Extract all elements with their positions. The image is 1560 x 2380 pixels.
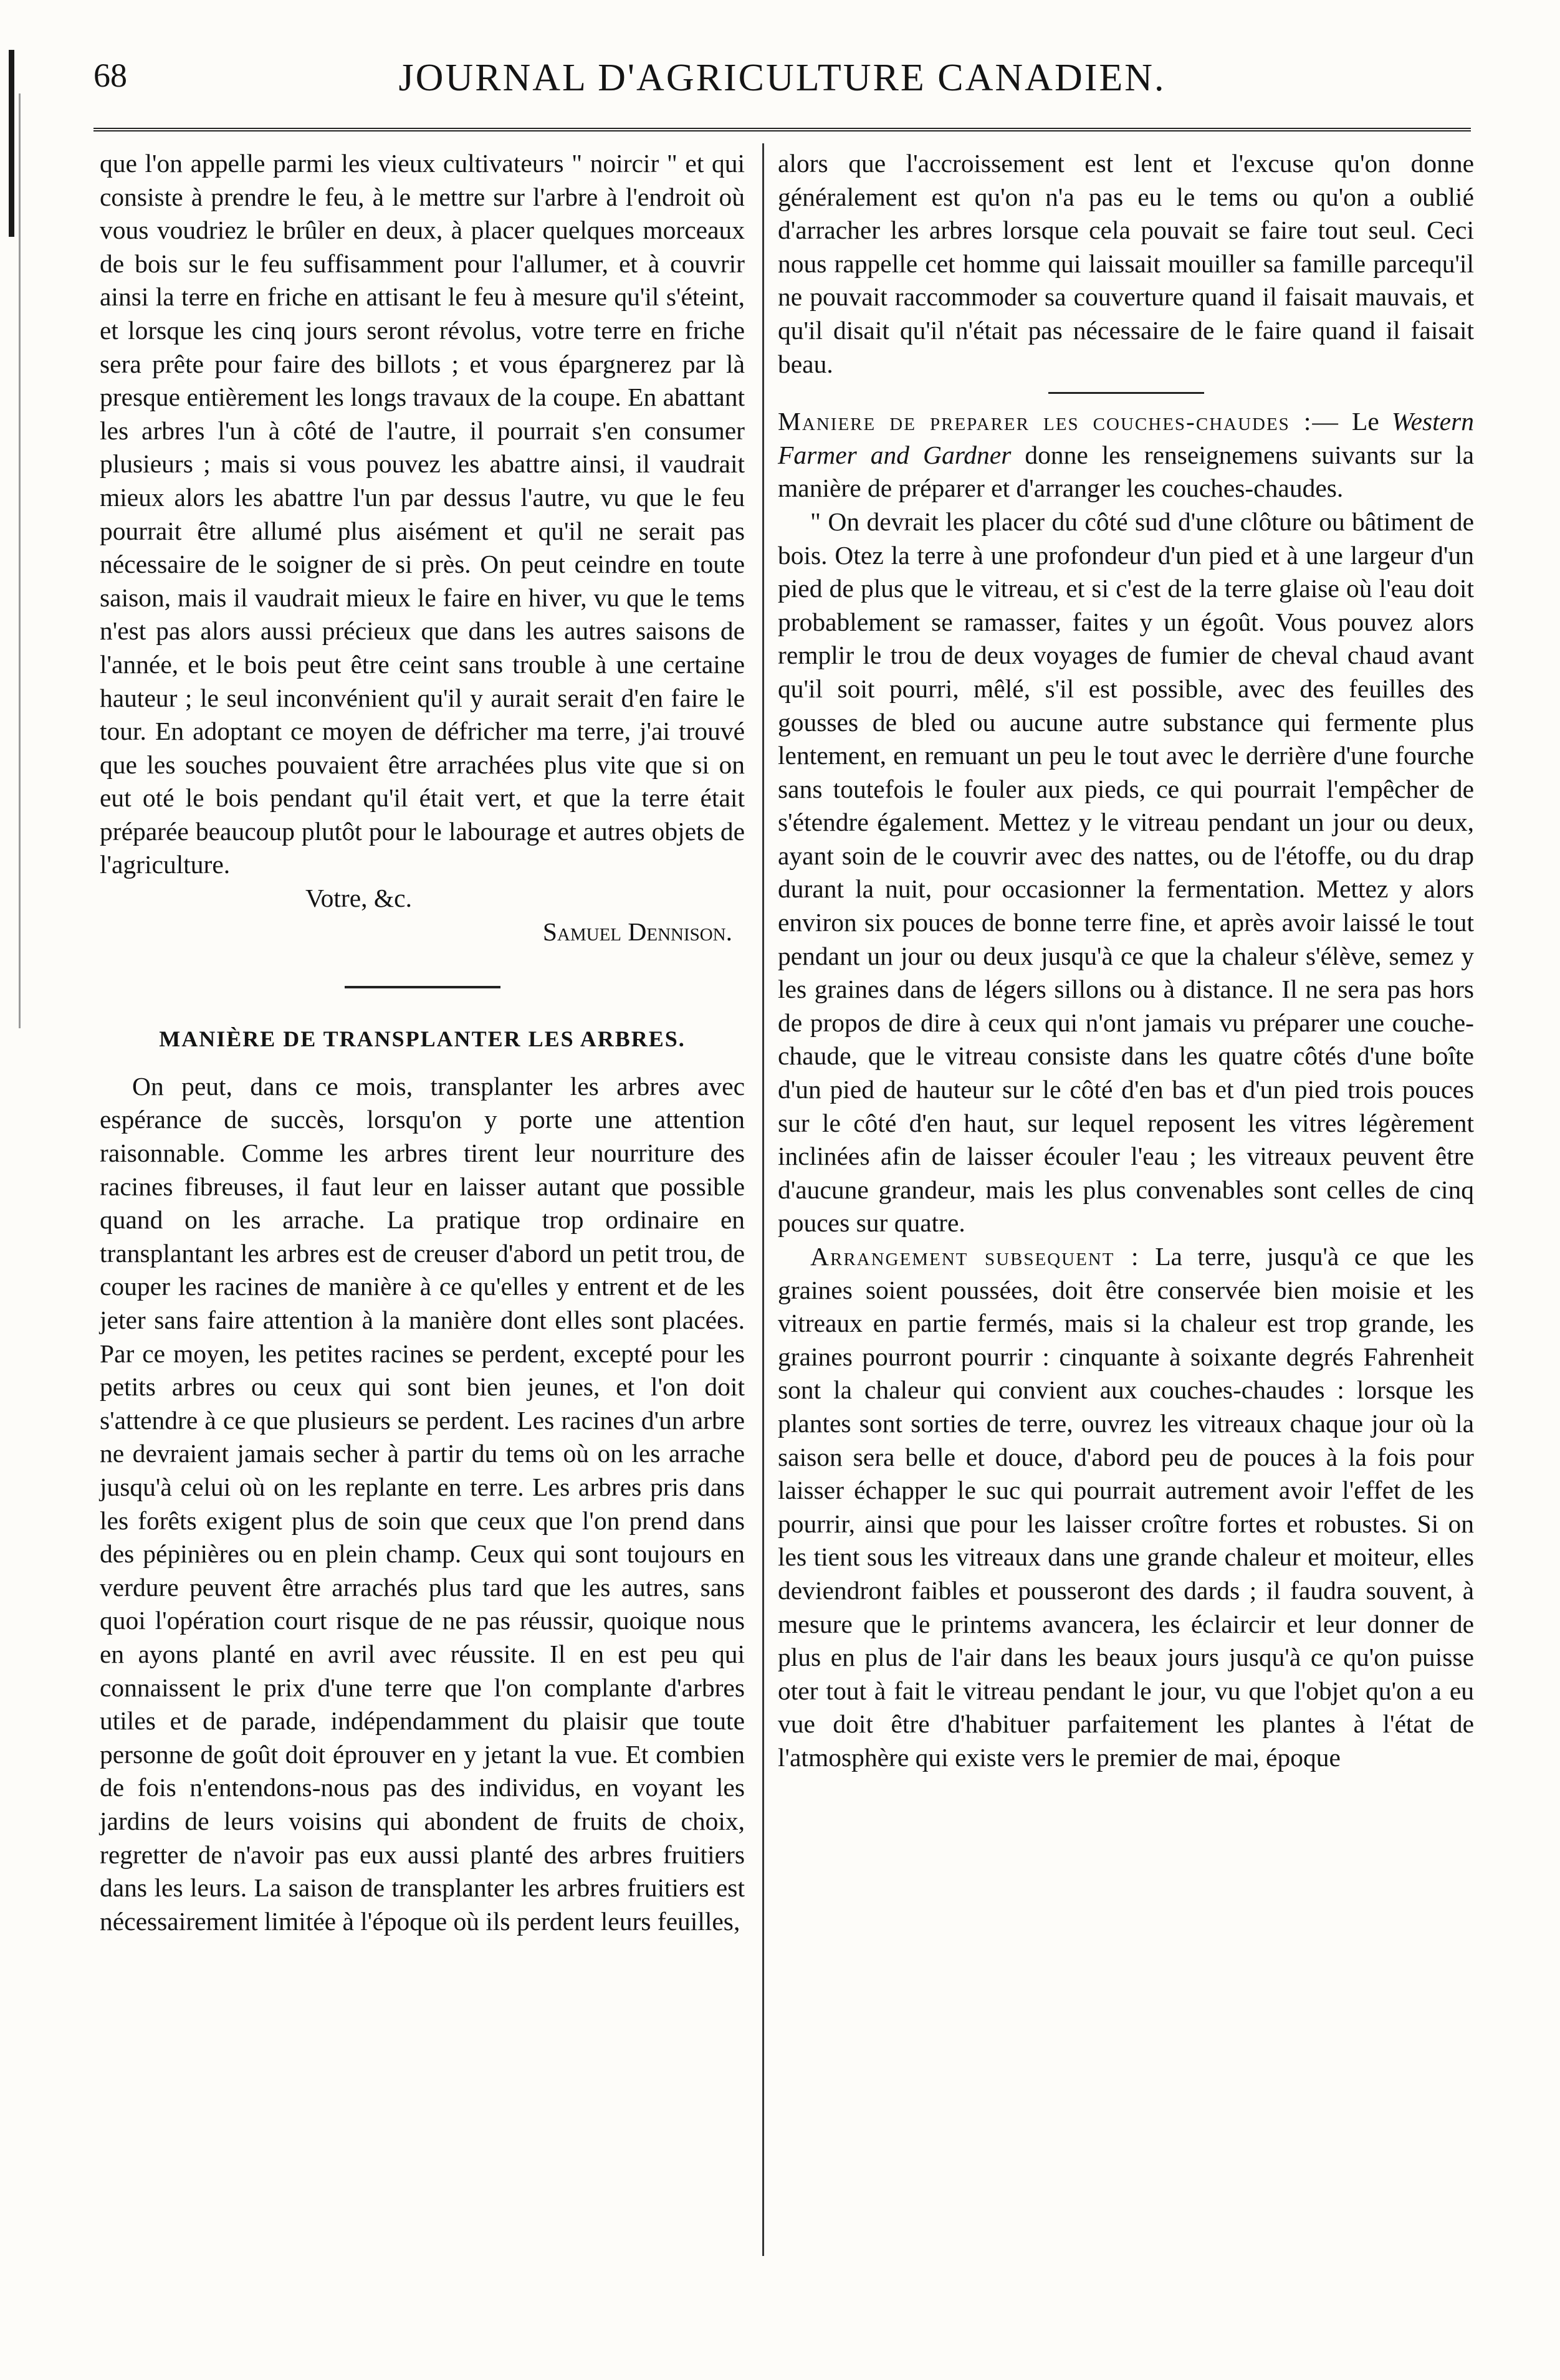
letter-signature: Samuel Dennison. [542, 917, 732, 946]
journal-title: JOURNAL D'AGRICULTURE CANADIEN. [398, 57, 1166, 99]
page-number: 68 [93, 57, 127, 94]
left-column [100, 147, 745, 1938]
binding-edge-mark [9, 50, 14, 237]
hotbed-run-in-heading: Maniere de preparer les couches-chaudes :— [778, 407, 1339, 436]
transplant-continuation-paragraph: alors que l'accroissement est lent et l'excuse qu'on donne généralement est qu'on n'a pas eu le tems ou qu'on a oublié d'arracher les arbres lorsque cela pouvait se faire tout seul. Ceci nous rappelle cet homme qui laissait mouiller sa famille parcequ'il ne pouvait raccommoder sa couverture quand il faisait mauvais, et qu'il disait qu'il n'était pas nécessaire de le faire quand il faisait beau. [778, 149, 1474, 378]
subsequent-text: La terre, jusqu'à ce que les graines soient poussées, doit être conservée bien moisie et les vitreaux en partie fermés, mais si la chaleur est trop grande, les graines pourront pourrir : cinquante à soixante degrés Fahrenheit sont la chaleur qui convient aux couches-chaudes : lorsque les plantes sont sorties de terre, ouvrez les vitreaux chaque jour où la saison sera belle et douce, d'abord peu de pouces à la fois pour laisser échapper le suc qui pourrait autrement avoir l'effet de les pourrir, ainsi que pour les laisser croître fortes et robustes. Si on les tient sous les vitreaux dans une grande chaleur et moiteur, elles deviendront faibles et pousseront des dards ; il faudra souvent, à mesure que le printems avancera, les éclaircir et leur donner de plus en plus de l'air dans les beaux jours jusqu'à ce qu'on puisse oter tout à fait le vitreau pendant le jour, vu que l'objet qu'on a eu vue doit être d'habituer parfaitement les plantes à l'état de l'atmosphère qui existe vers le premier de mai, époque [778, 1242, 1474, 1772]
column-divider [762, 143, 764, 2256]
section-separator [1048, 392, 1204, 394]
section-heading-transplant: MANIÈRE DE TRANSPLANTER LES ARBRES. [159, 1026, 686, 1052]
publication-title: Western Farmer and Gardner [778, 407, 1474, 469]
letter-signoff: Votre, &c. [305, 884, 412, 913]
subsequent-run-in-heading: Arrangement subsequent : [810, 1242, 1140, 1271]
hotbed-intro-paragraph [778, 405, 1474, 505]
hotbed-intro-text-a: Le [1339, 407, 1392, 436]
right-column [778, 147, 1474, 1775]
transplant-paragraph: On peut, dans ce mois, transplanter les arbres avec espérance de succès, lorsqu'on y porte une attention raisonnable. Comme les arbres tirent leur nourriture des racines fibreuses, il faut leur en laisser autant que possible quand on les arrache. La pratique trop ordinaire en transplantant les arbres est de creuser d'abord un petit trou, de couper les racines de manière à ce qu'elles y entrent et de les jeter sans faire attention à la manière dont elles sont placées. Par ce moyen, les petites racines se perdent, excepté pour les petits arbres ou ceux qui sont bien jeunes, et l'on doit s'attendre à ce que plusieurs se perdent. Les racines d'un arbre ne devraient jamais secher à partir du tems où on les arrache jusqu'à celui où on les replante en terre. Les arbres pris dans les forêts exigent plus de soin que ceux que l'on prend dans des pépinières ou en plein champ. Ceux qui sont toujours en verdure peuvent être arrachés plus tard que les autres, sans quoi l'opération court risque de ne pas réussir, quoique nous en ayons planté en avril avec réussite. Il en est peu qui connaissent le prix d'une terre que l'on complante d'arbres utiles et de parade, indépendamment du plaisir que toute personne de goût doit éprouver en y jetant la vue. Et combien de fois n'entendons-nous pas des individus, en voyant les jardins de leurs voisins qui abondent de fruits de choix, regretter de n'avoir pas eux aussi planté des arbres fruitiers dans les leurs. La saison de transplanter les arbres fruitiers est nécessairement limitée à l'époque où ils perdent leurs feuilles, [100, 1071, 745, 1936]
page-header [93, 56, 1471, 112]
article-continuation-paragraph: que l'on appelle parmi les vieux cultivateurs " noircir " et qui consiste à prendre le feu, à le mettre sur l'arbre à l'endroit où vous voudriez le brûler en deux, à placer quelques morceaux de bois sur le feu suffisamment pour l'allumer, et à couvrir ainsi la terre en friche en attisant le feu à mesure qu'il s'éteint, et lorsque les cinq jours seront révolus, votre terre en friche sera prête pour faire des billots ; et vous épargnerez par là presque entièrement les longs travaux de la coupe. En abattant les arbres l'un à côté de l'autre, il pourrait s'en consumer plusieurs ; mais si vous pouvez les abattre ainsi, il vaudrait mieux alors les abattre l'un par dessus l'autre, vu que le feu pourrait être allumé plus aisément et qu'il ne serait pas nécessaire de le soigner de si près. On peut ceindre en toute saison, mais il vaudrait mieux le faire en hiver, vu que le tems n'est pas alors aussi précieux que dans les autres saisons de l'année, et le bois peut être ceint sans trouble à une certaine hauteur ; le seul inconvénient qu'il y aurait serait d'en faire le tour. En adoptant ce moyen de défricher ma terre, j'ai trouvé que les souches pouvaient être arrachées plus vite que si on eut oté le bois pendant qu'il était vert, et que la terre était préparée beaucoup plutôt pour le labourage et autres objets de l'agriculture. [100, 149, 745, 879]
section-separator [345, 986, 500, 988]
hotbed-instructions-paragraph: " On devrait les placer du côté sud d'une clôture ou bâtiment de bois. Otez la terre à une profondeur d'un pied et à une largeur d'un pied de plus que le vitreau, et si c'est de la terre glaise où l'eau doit probablement se ramasser, faites y un égoût. Vous pouvez alors remplir le trou de deux voyages de fumier de cheval chaud avant qu'il soit pourri, mêlé, s'il est possible, avec des feuilles des gousses de bled ou aucune autre substance qui fermente plus lentement, en remuant un peu le tout avec le derrière d'une fourche sans toutefois le fouler aux pieds, ce qui pourrait l'empêcher de s'étendre également. Mettez y le vitreau pendant un jour ou deux, ayant soin de le couvrir avec des nattes, ou de l'étoffe, ou du drap durant la nuit, pour occasionner la fermentation. Mettez y alors environ six pouces de bonne terre fine, et après avoir laissé le tout pendant un jour ou deux jusqu'à ce que la chaleur s'élève, semez y les graines dans de légers sillons ou à distance. Il ne sera pas hors de propos de dire à ceux qui n'ont jamais vu préparer une couche-chaude, que le vitreau consiste dans les quatre côtés d'une boîte d'un pied de hauteur sur le côté d'en bas et d'un pied trois pouces sur le côté d'en haut, sur lequel reposent les vitres légèrement inclinées afin de laisser écouler l'eau ; les vitreaux peuvent être d'aucune grandeur, mais les plus convenables sont celles de cinq pouces sur quatre. [778, 507, 1474, 1238]
subsequent-arrangement-paragraph [778, 1240, 1474, 1775]
header-rule [93, 128, 1471, 131]
hotbed-intro-text-b: donne les renseignemens suivants sur la manière de préparer et d'arranger les couches-chaudes. [778, 440, 1474, 503]
binding-edge-line [19, 93, 21, 1028]
